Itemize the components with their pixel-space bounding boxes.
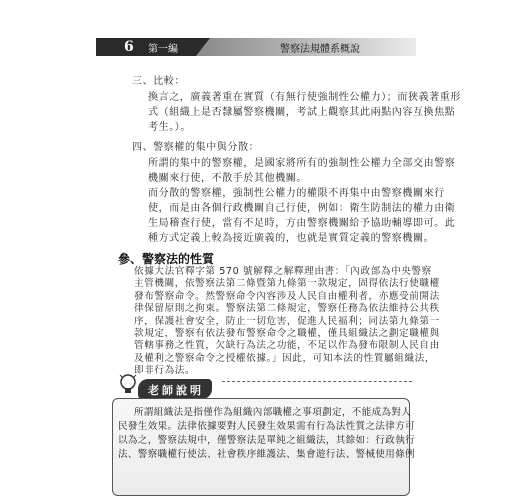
- part3-line: 主管機關，依警察法第二條暨第九條第一款規定，固得依法行使職權: [134, 278, 440, 290]
- part3-line: 律保留原則之拘束。警察法第二條規定，警察任務為依法維持公共秩: [134, 303, 440, 315]
- note-line: 法、警察職權行使法、社會秩序維護法、集會遊行法、警械使用條例: [118, 449, 416, 460]
- section4-line: 機關來行使，不散手於其他機關。: [148, 173, 307, 184]
- part3-line: 序，保護社會安全，防止一切危害，促進人民福利；同法第九條第一: [134, 315, 440, 327]
- section4-line: 而分散的警察權，強制性公權力的權限不再集中由警察機關來行: [148, 188, 445, 199]
- header-band: [196, 38, 416, 56]
- header-tab: [96, 38, 196, 56]
- page-number: 6: [124, 39, 134, 55]
- part3-line: 即非行為法。: [134, 365, 196, 377]
- section3-line: 式（組織上是否隸屬警察機關，考試上觀察其此兩點內容互換焦點: [148, 107, 456, 118]
- book-title: 警察法規體系概說: [280, 44, 360, 55]
- part3-line: 發布警察命令。然警察命令內容涉及人民自由權利者，亦應受前開法: [134, 290, 440, 302]
- part3-line: 依據大法官釋字第 570 號解釋之解釋理由書：「內政部為中央警察: [134, 266, 432, 277]
- section4-line: 生局稽查行使，當有不足時，方由警察機關給予協助輔導即可。此: [148, 218, 456, 229]
- part3-heading: 參、警察法的性質: [118, 252, 215, 266]
- running-header: [96, 38, 416, 56]
- section3-line: 考生。）。: [148, 122, 191, 133]
- chapter-label: 第一編: [148, 44, 178, 55]
- header-swoosh: [196, 38, 210, 56]
- section4-line: 種方式定義上較為接近廣義的，也就是實質定義的警察機關。: [148, 233, 435, 244]
- note-line: 所謂組織法是指僅作為組織內部職權之事項劃定，不能成為對人: [134, 407, 412, 418]
- section4-line: 使，而是由各個行政機關自己行使，例如：衛生防制法的權力由衛: [148, 203, 456, 214]
- note-line: 民發生效果。法律依據要對人民發生效果需有行為法性質之法律方可: [118, 421, 416, 432]
- part3-line: 款規定，警察有依法發布警察命令之職權，僅具組織法之劃定職權與: [134, 328, 440, 339]
- note-line: 以為之，警察法規中，僅警察法是單純之組織法，其餘如：行政執行: [118, 435, 416, 446]
- section3-line: 換言之，廣義著重在實質（有無行使強制性公權力）；而狹義著重形: [148, 92, 461, 103]
- part3-line: 及權利之警察命令之授權依據。」因此，可知本法的性質屬組織法，: [134, 352, 436, 364]
- section4-heading: 四、警察權的集中與分散：: [132, 142, 260, 153]
- section4-line: 所謂的集中的警察權，是國家將所有的強制性公權力全部交由警察: [148, 158, 456, 169]
- part3-line: 管轄事務之性質，欠缺行為法之功能，不足以作為發布限制人民自由: [134, 340, 440, 352]
- section3-heading: 三、比較：: [132, 76, 185, 87]
- dashed-rule: [222, 381, 412, 382]
- note-label-pill: [138, 379, 212, 399]
- note-label-text: 老師說明: [148, 384, 204, 397]
